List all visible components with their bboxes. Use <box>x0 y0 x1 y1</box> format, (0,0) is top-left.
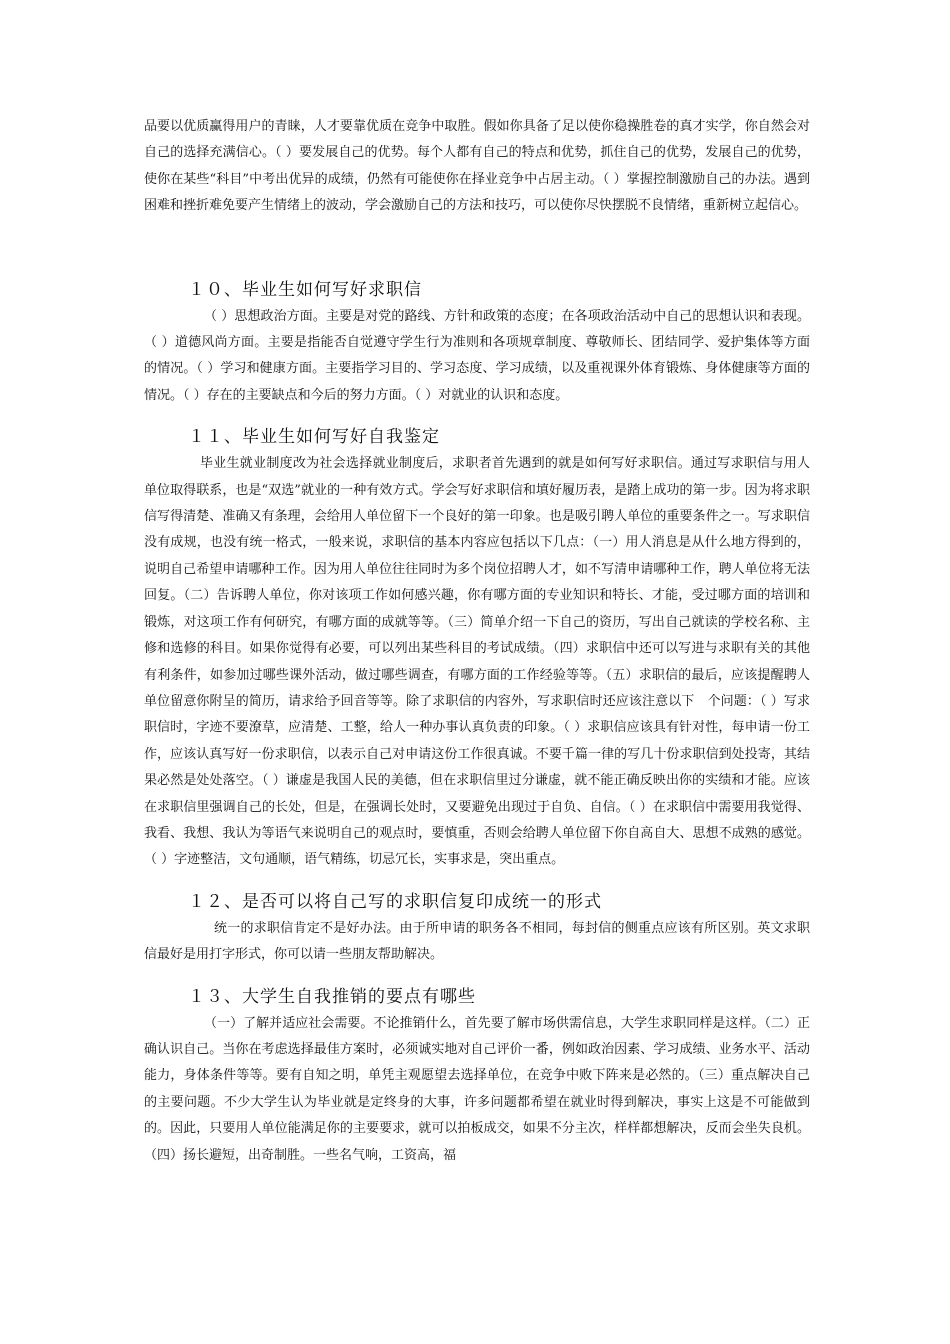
section-12-body: 统一的求职信肯定不是好办法。由于所申请的职务各不相同，每封信的侧重点应该有所区别。英文求职信最好是用打字形式，你可以请一些朋友帮助解决。 <box>144 920 810 963</box>
spacer <box>144 409 810 423</box>
section-13-body: （一）了解并适应社会需要。不论推销什么，首先要了解市场供需信息，大学生求职同样是这样。（二）正确认识自己。当你在考虑选择最佳方案时，必须诚实地对自己评价一番，例如政治因素、学习成绩、业务水平、活动能力，身体条件等等。要有自知之明，单凭主观愿望去选择单位，在竞争中败下阵来是必然的。（三）重点解决自己的主要问题。不少大学生认为毕业就是定终身的大事，许多问题都希望在就业时得到解决，事实上这是不可能做到的。因此，只要用人单位能满足你的主要要求，就可以拍板成交，如果不分主次，样样都想解决，反而会坐失良机。（四）扬长避短，出奇制胜。一些名气响，工资高，福 <box>144 1015 810 1163</box>
section-11-body: 毕业生就业制度改为社会选择就业制度后，求职者首先遇到的就是如何写好求职信。通过写求职信与用人单位取得联系，也是“双选”就业的一种有效方式。学会写好求职信和填好履历表，是踏上成功的第一步。因为将求职信写得清楚、准确又有条理，会给用人单位留下一个良好的第一印象。也是吸引聘人单位的重要条件之一。写求职信没有成规，也没有统一格式，一般来说，求职信的基本内容应包括以下几点：（一）用人消息是从什么地方得到的，说明自己希望申请哪种工作。因为用人单位往往同时为多个岗位招聘人才，如不写清申请哪种工作，聘人单位将无法回复。（二）告诉聘人单位，你对该项工作如何感兴趣，你有哪方面的专业知识和特长、才能，受过哪方面的培训和锻炼，对这项工作有何研究，有哪方面的成就等等。（三）简单介绍一下自己的资历，写出自己就读的学校名称、主修和选修的科目。如果你觉得有必要，可以列出某些科目的考试成绩。（四）求职信中还可以写进与求职有关的其他有利条件，如参加过哪些课外活动，做过哪些调查，有哪方面的工作经验等等。（五）求职信的最后，应该提醒聘人单位留意你附呈的简历，请求给予回音等等。除了求职信的内容外，写求职信时还应该注意以下 个问题：（ ）写求职信时，字迹不要潦草，应清楚、工整，给人一种办事认真负责的印象。（ ）求职信应该具有针对性，每申请一份工作，应该认真写好一份求职信，以表示自己对申请这份工作很真诚。不要千篇一律的写几十份求职信到处投寄，其结果必然是处处落空。（ ）谦虚是我国人民的美德，但在求职信里过分谦虚，就不能正确反映出你的实绩和才能。应该在求职信里强调自己的长处，但是，在强调长处时，又要避免出现过于自负、自信。（ ）在求职信中需要用我觉得、我看、我想、我认为等语气来说明自己的观点时，要慎重，否则会给聘人单位留下你自高自大、思想不成熟的感觉。（ ）字迹整洁，文句通顺，语气精练，切忌冗长，实事求是，突出重点。 <box>144 456 810 868</box>
document-page <box>144 114 810 1169</box>
intro-paragraph: 品要以优质赢得用户的青睐，人才要靠优质在竞争中取胜。假如你具备了足以使你稳操胜卷的真才实学，你自然会对自己的选择充满信心。（ ）要发展自己的优势。每个人都有自己的特点和优势，抓住自己的优势，发展自己的优势，使你在某些“科目”中考出优异的成绩，仍然有可能使你在择业竞争中占居主动。（ ）掌握控制激励自己的办法。遇到困难和挫折难免要产生情绪上的波动，学会激励自己的方法和技巧，可以使你尽快摆脱不良情绪，重新树立起信心。 <box>144 119 810 214</box>
spacer <box>144 220 810 276</box>
spacer <box>144 874 810 888</box>
section-13-title: １３、大学生自我推销的要点有哪些 <box>188 986 476 1007</box>
section-12-title: １２、是否可以将自己写的求职信复印成统一的形式 <box>188 891 602 912</box>
section-10-title: １０、毕业生如何写好求职信 <box>188 279 422 300</box>
section-10-body: （ ）思想政治方面。主要是对党的路线、方针和政策的态度；在各项政治活动中自己的思想认识和表现。（ ）道德风尚方面。主要是指能否自觉遵守学生行为准则和各项规章制度、尊敬师长、团结同学、爱护集体等方面的情况。（ ）学习和健康方面。主要指学习目的、学习态度、学习成绩，以及重视课外体育锻炼、身体健康等方面的情况。（ ）存在的主要缺点和今后的努力方面。（ ）对就业的认识和态度。 <box>144 308 810 403</box>
section-11-title: １１、毕业生如何写好自我鉴定 <box>188 427 440 448</box>
spacer <box>144 969 810 983</box>
